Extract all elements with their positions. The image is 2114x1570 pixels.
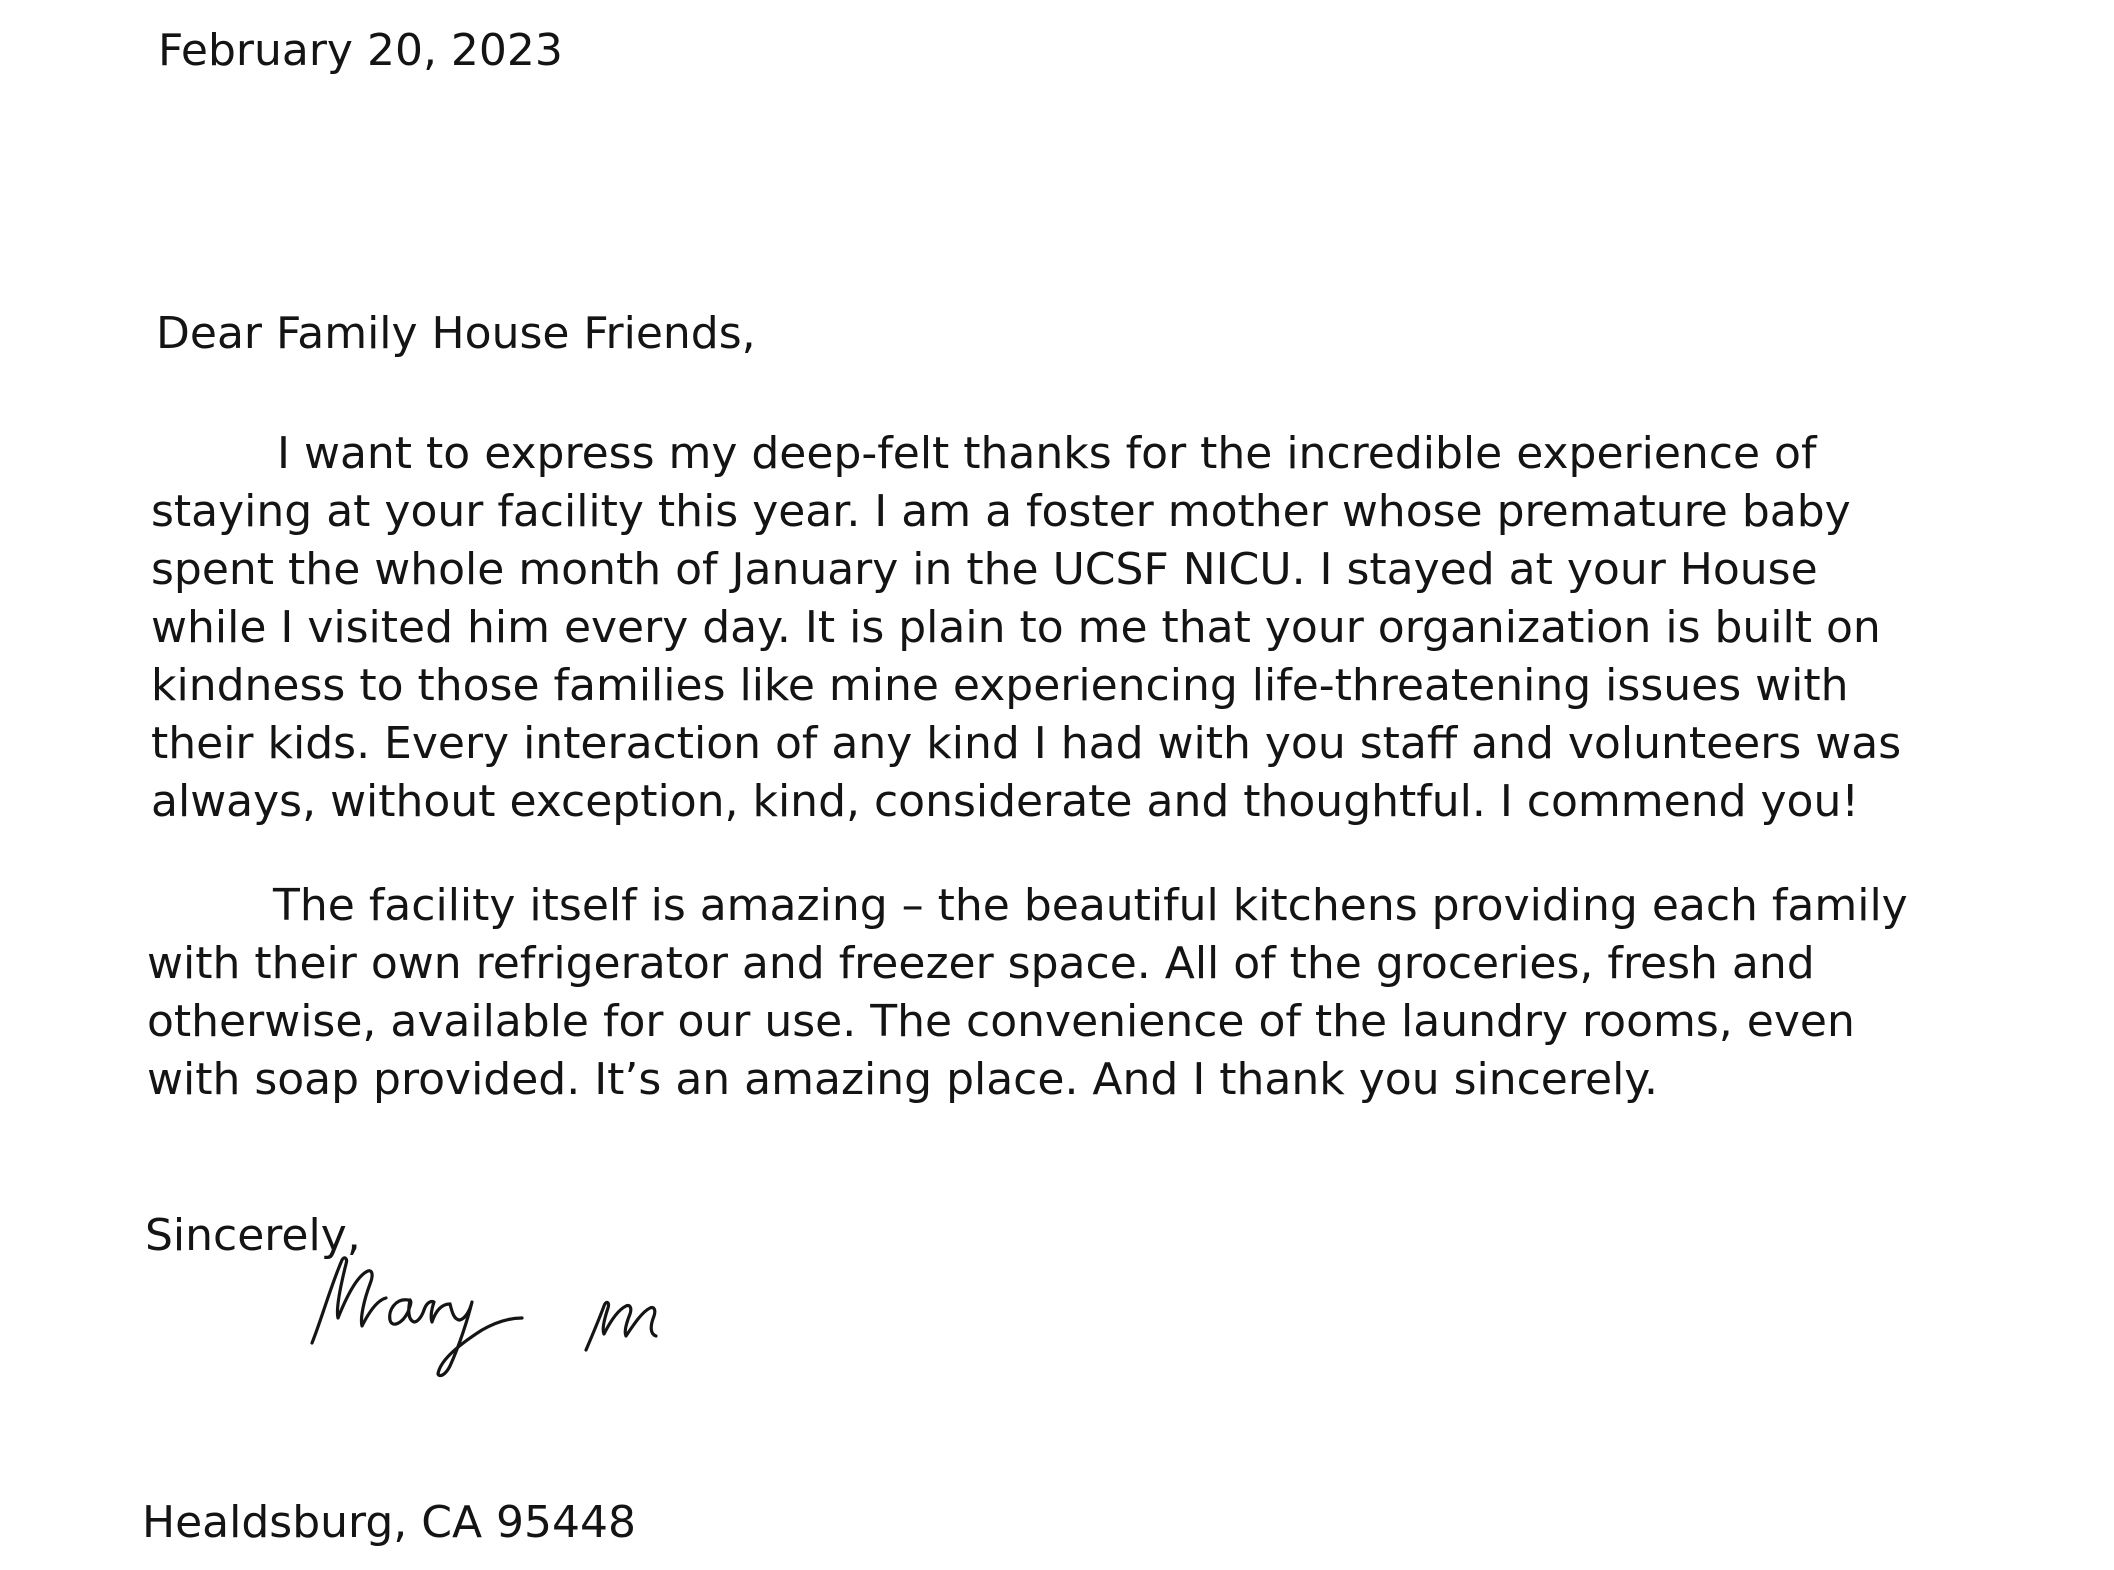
paragraph-line: otherwise, available for our use. The convenience of the laundry rooms, even <box>147 996 1855 1047</box>
letter-salutation: Dear Family House Friends, <box>156 308 756 359</box>
paragraph-line: I want to express my deep-felt thanks for the incredible experience of <box>277 428 1817 479</box>
paragraph-line: always, without exception, kind, considerate and thoughtful. I commend you! <box>151 776 1859 827</box>
paragraph-line: kindness to those families like mine experiencing life-threatening issues with <box>151 660 1849 711</box>
paragraph-line: their kids. Every interaction of any kind I had with you staff and volunteers was <box>151 718 1902 769</box>
paragraph-line: The facility itself is amazing – the beautiful kitchens providing each family <box>273 880 1908 931</box>
paragraph-line: with soap provided. It’s an amazing place. And I thank you sincerely. <box>147 1054 1659 1105</box>
letter-paragraph-2 <box>147 877 1908 1109</box>
handwritten-signature <box>300 1248 730 1398</box>
sender-address: Healdsburg, CA 95448 <box>142 1497 637 1548</box>
letter-paragraph-1 <box>151 425 1901 831</box>
letter-date: February 20, 2023 <box>158 25 563 76</box>
paragraph-line: with their own refrigerator and freezer space. All of the groceries, fresh and <box>147 938 1815 989</box>
paragraph-line: while I visited him every day. It is plain to me that your organization is built on <box>151 602 1881 653</box>
letter-closing: Sincerely, <box>145 1210 361 1261</box>
paragraph-line: staying at your facility this year. I am a foster mother whose premature baby <box>151 486 1851 537</box>
paragraph-line: spent the whole month of January in the UCSF NICU. I stayed at your House <box>151 544 1818 595</box>
